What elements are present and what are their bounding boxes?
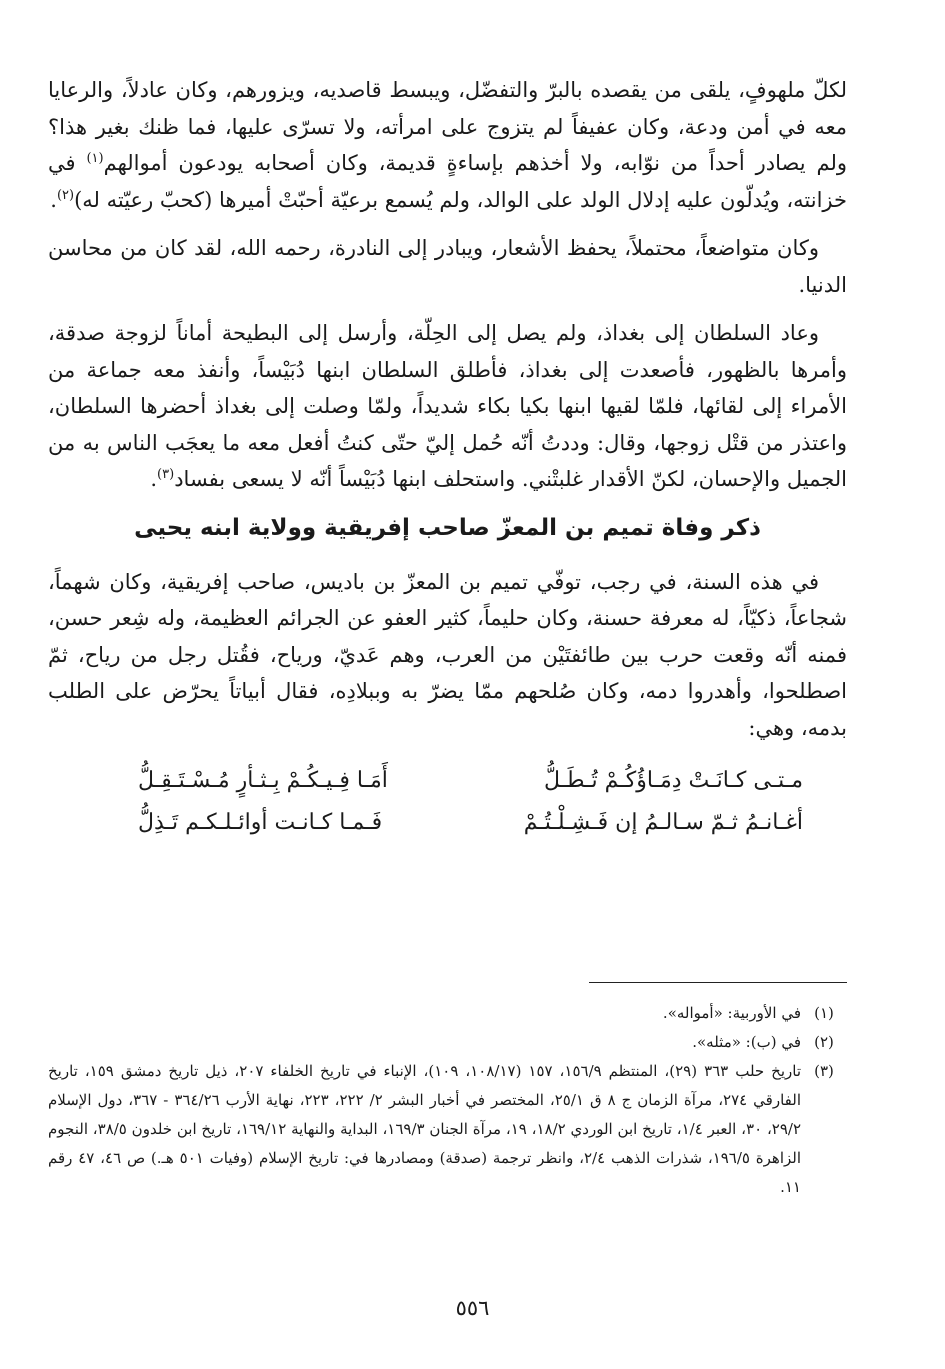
poem-verse-1 xyxy=(48,760,847,802)
poem xyxy=(48,760,847,844)
main-text xyxy=(48,72,847,844)
footnote-3 xyxy=(48,1057,847,1202)
verse-1-first-hemistich: مـتـى كـانَـتْ دِمَـاؤُكُـمْ تُـطَـلُّ xyxy=(543,768,803,793)
poem-verse-2 xyxy=(48,802,847,844)
footnote-3-text: تاريخ حلب ٣٦٣ (٢٩)، المنتظم ١٥٦/٩، ١٥٧ (١٠٨/١٧، ١٠٩)، الإنباء في تاريخ الخلفاء ٢٠٧، ذيل تاريخ دمشق ١٥٩، تاريخ الفارقي ٢٧٤، مرآة الزمان ج ٨ ق ٢٥/١، المختصر في أخبار البشر ٢/ ٢٢٢، ٢٢٣، نهاية الأرب ٣٦٤/٢٦ - ٣٦٧، دول الإسلام ٢٩/٢، ٣٠، العبر ١/٤، تاريخ ابن الوردي ١٨/٢، ١٩، مرآة الجنان ١٦٩/٣، البداية والنهاية ١٦٩/١٢، تاريخ ابن خلدون ٣٨/٥، النجوم الزاهرة ١٩٦/٥، شذرات الذهب ٢/٤، وانظر ترجمة (صدقة) ومصادرها في: تاريخ الإسلام (وفيات ٥٠١ هـ.) ص ٤٦، ٤٧ رقم ١١. xyxy=(48,1062,802,1196)
paragraph-3 xyxy=(48,315,847,498)
footnote-ref-3: (٣) xyxy=(157,467,175,482)
paragraph-4: في هذه السنة، في رجب، توفّي تميم بن المعزّ بن باديس، صاحب إفريقية، وكان شهماً، شجاعاً، ذكيّاً، له معرفة حسنة، وكان حليماً، كثير العفو عن الجرائم العظيمة، وله شِعر حسن، فمنه أنّه وقعت حرب بين طائفتَيْن من العرب، وهم عَديّ، ورياح، فقُتل رجل من رياح، ثمّ اصطلحوا، وأهدروا دمه، وكان صُلحهم ممّا يضرّ به وببلادِه، فقال أبياتاً يحرّض على الطلب بدمه، وهي: xyxy=(48,569,847,740)
footnote-ref-2: (٢) xyxy=(56,187,75,203)
paragraph-1-continued: في خزانته، ويُدلّون عليه إدلال الولد على الوالد، ولم يُسمع برعيّة أحبّتْ أميرها (كحبّ رعيّته له) xyxy=(48,151,847,212)
footnote-2-number: (٢) xyxy=(814,1033,834,1051)
footnote-separator xyxy=(589,982,847,983)
footnote-2-text: في (ب): «مثله». xyxy=(692,1033,801,1051)
paragraph-1 xyxy=(48,72,847,218)
section-heading: ذكر وفاة تميم بن المعزّ صاحب إفريقية وولاية ابنه يحيى xyxy=(134,514,761,541)
footnote-1-text: في الأوربية: «أمواله». xyxy=(662,1004,801,1022)
verse-2-second-hemistich: فَـمـا كـانـت أوائـلـكـم تَـذِلُّ xyxy=(138,810,383,835)
paragraph-3-text: وعاد السلطان إلى بغداذ، ولم يصل إلى الحِلّة، وأرسل إلى البطيحة أماناً لزوجة صدقة، وأمرها بالظهور، فأصعدت إلى بغداذ، فأطلق السلطان ابنها دُبَيْساً، وأنفذ معه جماعة من الأمراء إلى لقائها، فلمّا لقيها ابنها بكيا بكاء شديداً، ولمّا وصلت إلى بغداذ أحضرها السلطان، واعتذر من قتْل زوجها، وقال: وددتُ أنّه حُمل إليّ حتّى كنتُ أفعل معه ما يعجَب الناس به من الجميل والإحسان، لكنّ الأقدار غلبتْني. واستحلف ابنها دُبَيْساً أنّه لا يسعى بفساد xyxy=(48,321,847,491)
paragraph-1-text: لكلّ ملهوفٍ، يلقى من يقصده بالبرّ والتفضّل، ويبسط قاصديه، ويزورهم، وكان عادلاً، والرعايا معه في أمن ودعة، وكان عفيفاً لم يتزوج على امرأته، ولا تسرّى عليها، فما ظنك بغير هذا؟ ولم يصادر أحداً من نوّابه، ولا أخذهم بإساءةٍ قديمة، وكان أصحابه يودعون أموالهم xyxy=(48,78,848,175)
footnote-1-number: (١) xyxy=(814,1004,834,1022)
paragraph-3-end: . xyxy=(150,467,158,491)
footnote-2 xyxy=(48,1028,847,1057)
footnote-ref-1: (١) xyxy=(86,151,104,166)
footnote-1 xyxy=(48,999,847,1028)
paragraph-2: وكان متواضعاً، محتملاً، يحفظ الأشعار، ويبادر إلى النادرة، رحمه الله، لقد كان من محاسن الدنيا. xyxy=(48,236,847,297)
footnotes xyxy=(48,982,847,1202)
paragraph-1-end: . xyxy=(50,187,57,212)
verse-1-second-hemistich: أَمَـا فِـيـكُـمْ بِـثـأرٍ مُـسْـتَـقِـلُّ xyxy=(138,768,388,793)
page-number: ٥٥٦ xyxy=(455,1296,490,1320)
verse-2-first-hemistich: أغـانـمُ ثـمّ سـالـمُ إن فَـشِـلْـتُـمْ xyxy=(523,810,803,835)
footnote-3-number: (٣) xyxy=(814,1062,834,1080)
